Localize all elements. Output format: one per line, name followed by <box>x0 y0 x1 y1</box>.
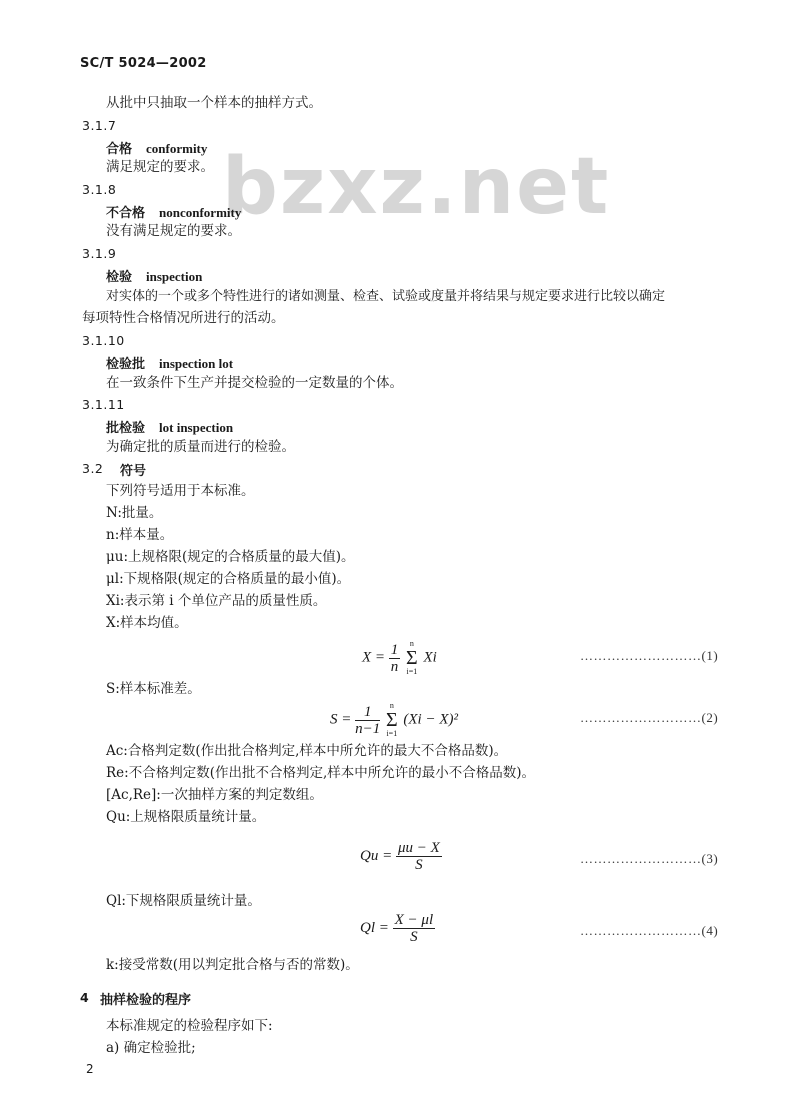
equation-number: ………………………(3) <box>580 851 719 866</box>
term-chinese: 合格 <box>106 142 133 157</box>
equation-number: ………………………(2) <box>580 710 719 725</box>
term-heading <box>106 266 202 285</box>
symbol-definition: Re:不合格判定数(作出批不合格判定,样本中所允许的最小不合格品数)。 <box>106 765 536 781</box>
sum-lower-limit: i=1 <box>386 729 398 738</box>
term-english: inspection lot <box>159 356 234 371</box>
clause-number: 3.1.10 <box>82 333 125 348</box>
symbol-definition: Ql:下规格限质量统计量。 <box>106 893 261 909</box>
site-watermark: bzxz.net <box>222 142 611 232</box>
term-heading <box>106 417 233 436</box>
summation-sign: n Σ i=1 <box>386 701 398 738</box>
page-number: 2 <box>86 1062 94 1076</box>
symbol-definition: N:批量。 <box>106 505 163 521</box>
term-chinese: 批检验 <box>106 421 146 436</box>
formula-upper-quality-statistic <box>360 840 442 873</box>
symbol-definition: n:样本量。 <box>106 527 174 543</box>
term-heading <box>106 138 207 157</box>
clause-number: 3.2 <box>82 461 104 476</box>
sum-upper-limit: n <box>389 701 394 710</box>
document-code-header: SC/T 5024—2002 <box>80 56 207 71</box>
formula-fraction <box>396 840 442 873</box>
sum-upper-limit: n <box>409 639 414 648</box>
term-chinese: 不合格 <box>106 206 146 221</box>
list-item: a) 确定检验批; <box>106 1040 196 1056</box>
symbol-definition: Qu:上规格限质量统计量。 <box>106 809 266 825</box>
fraction-numerator: X − μl <box>394 912 434 928</box>
symbol-definition: X:样本均值。 <box>106 615 188 631</box>
paragraph-text: 本标准规定的检验程序如下: <box>106 1018 273 1034</box>
formula-lower-quality-statistic <box>360 912 435 945</box>
formula-term: (Xi − X)² <box>403 711 458 728</box>
equation-number: ………………………(1) <box>580 648 719 663</box>
formula-lhs: Qu = <box>360 847 393 864</box>
symbol-definition: Xi:表示第 i 个单位产品的质量性质。 <box>106 593 327 609</box>
fraction-denominator: S <box>410 929 418 945</box>
fraction-denominator: n <box>390 658 399 675</box>
term-english: conformity <box>146 141 208 156</box>
clause-number: 3.1.7 <box>82 118 117 133</box>
summation-sign: n Σ i=1 <box>406 639 418 676</box>
clause-number: 3.1.8 <box>82 182 117 197</box>
formula-mean <box>362 640 437 676</box>
symbol-definition: [Ac,Re]:一次抽样方案的判定数组。 <box>106 787 323 803</box>
equation-number: ………………………(4) <box>580 923 719 938</box>
term-definition: 满足规定的要求。 <box>106 159 214 175</box>
paragraph-text: 下列符号适用于本标准。 <box>106 483 255 499</box>
section-title: 抽样检验的程序 <box>100 993 192 1008</box>
fraction-denominator: n−1 <box>355 720 381 737</box>
fraction-denominator: S <box>415 857 423 873</box>
term-chinese: 检验批 <box>106 357 146 372</box>
term-definition: 没有满足规定的要求。 <box>106 223 241 239</box>
clause-number: 4 <box>80 990 89 1005</box>
symbol-definition: μu:上规格限(规定的合格质量的最大值)。 <box>106 549 355 565</box>
formula-std-deviation <box>330 702 458 738</box>
formula-fraction <box>355 704 380 737</box>
formula-fraction <box>389 642 401 675</box>
term-heading <box>106 202 241 221</box>
symbol-definition: k:接受常数(用以判定批合格与否的常数)。 <box>106 957 359 973</box>
term-chinese: 检验 <box>106 270 133 285</box>
term-definition: 为确定批的质量而进行的检验。 <box>106 439 295 455</box>
fraction-numerator: 1 <box>390 641 399 658</box>
term-english: inspection <box>146 269 203 284</box>
term-definition: 对实体的一个或多个特性进行的诸如测量、检查、试验或度量并将结果与规定要求进行比较以确定 <box>106 289 666 304</box>
paragraph-text: 从批中只抽取一个样本的抽样方式。 <box>106 95 322 111</box>
symbol-definition: S:样本标准差。 <box>106 681 201 697</box>
clause-number: 3.1.9 <box>82 246 117 261</box>
formula-lhs: X = <box>362 649 386 666</box>
term-definition: 在一致条件下生产并提交检验的一定数量的个体。 <box>106 375 403 391</box>
clause-number: 3.1.11 <box>82 397 125 412</box>
formula-fraction <box>393 912 435 945</box>
section-title: 符号 <box>120 464 147 479</box>
formula-lhs: S = <box>330 711 352 728</box>
formula-term: Xi <box>423 649 437 666</box>
term-heading <box>106 353 233 372</box>
formula-lhs: Ql = <box>360 919 389 936</box>
fraction-numerator: 1 <box>355 704 380 721</box>
fraction-numerator: μu − X <box>397 840 440 856</box>
term-english: lot inspection <box>159 420 234 435</box>
term-definition-continued: 每项特性合格情况所进行的活动。 <box>82 310 285 326</box>
symbol-definition: Ac:合格判定数(作出批合格判定,样本中所允许的最大不合格品数)。 <box>106 743 508 759</box>
term-english: nonconformity <box>159 205 242 220</box>
symbol-definition: μl:下规格限(规定的合格质量的最小值)。 <box>106 571 351 587</box>
sum-lower-limit: i=1 <box>406 667 418 676</box>
